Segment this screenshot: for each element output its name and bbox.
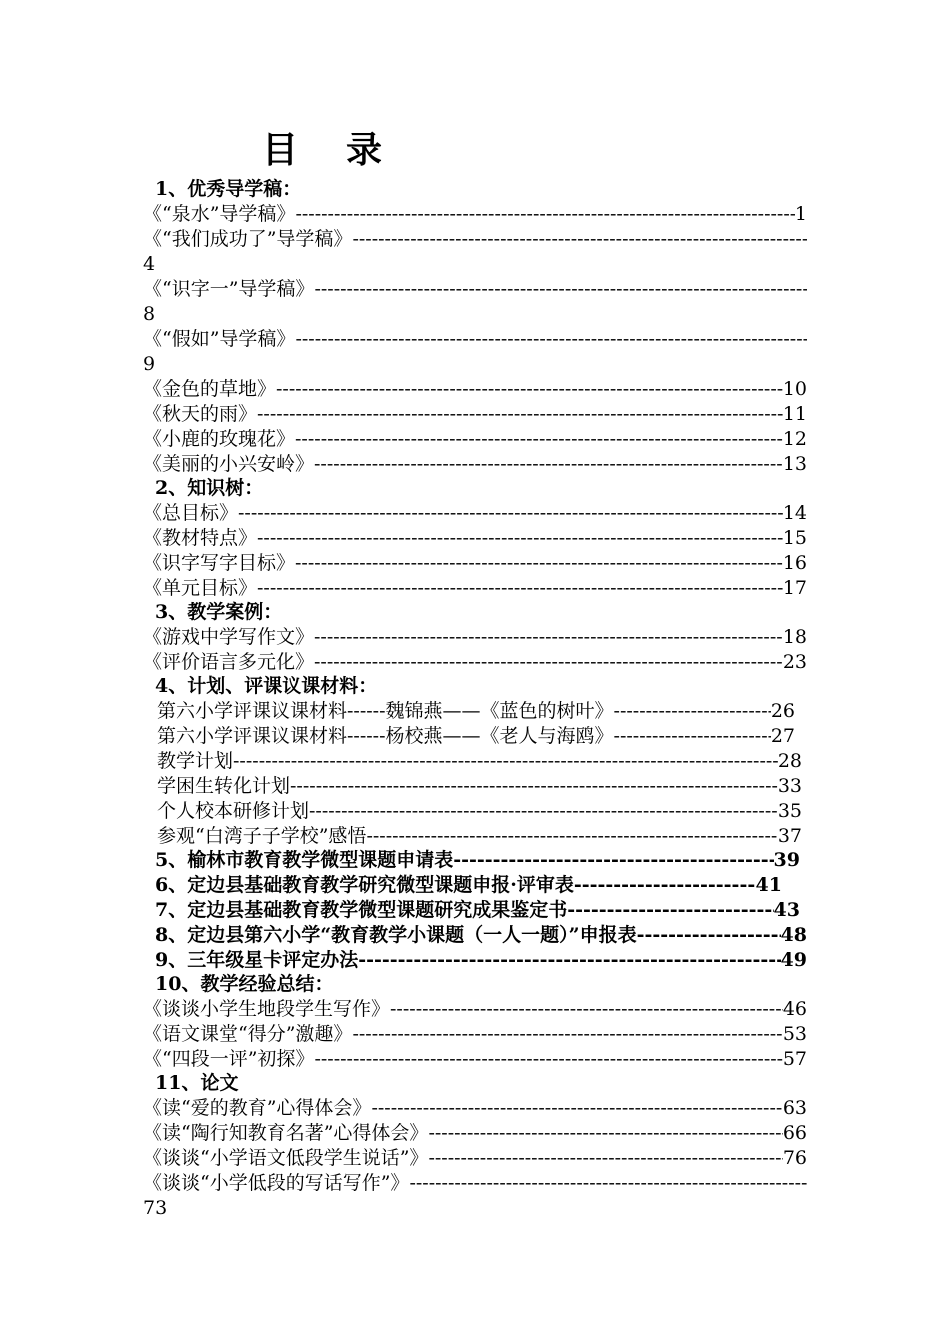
title-char-1: 目 [262, 129, 299, 171]
toc-entry: 《秋天的雨》 ----- 11 [143, 402, 807, 427]
toc-entry: 《“我们成功了”导学稿》 ----- [143, 227, 807, 252]
toc-entry: 个人校本研修计划 ----- 35 [157, 799, 802, 824]
toc-entry: 《读“陶行知教育名著”心得体会》 ----- 66 [143, 1121, 807, 1146]
toc-heading: 2、知识树： [155, 477, 264, 499]
toc-heading-entry: 8、定边县第六小学“教育教学小课题（一人一题）”申报表 ----- 48 [155, 923, 807, 948]
toc-entry: 参观“白湾子子学校”感悟 ----- 37 [157, 824, 802, 849]
toc-heading-entry: 7、定边县基础教育教学微型课题研究成果鉴定书 ----- 43 [155, 898, 800, 923]
page-title [262, 130, 382, 170]
toc-entry: 《金色的草地》 ----- 10 [143, 377, 807, 402]
toc-entry: 《谈谈“小学低段的写话写作”》 ----- [143, 1171, 807, 1196]
toc-heading: 3、教学案例： [155, 601, 283, 623]
toc-entry: 《小鹿的玫瑰花》 ----- 12 [143, 427, 807, 452]
toc-entry-page: 9 [143, 353, 156, 375]
toc-entry: 《“识字一”导学稿》 ----- [143, 277, 807, 302]
toc-entry-page: 8 [143, 303, 156, 325]
toc-entry: 《“四段一评”初探》 ----- 57 [143, 1047, 807, 1072]
title-char-2: 录 [346, 129, 383, 171]
toc-entry: 教学计划 ----- 28 [157, 749, 802, 774]
toc-entry-page: 4 [143, 253, 156, 275]
toc-entry: 《游戏中学写作文》 ----- 18 [143, 625, 807, 650]
toc-entry: 《“假如”导学稿》 ----- [143, 327, 807, 352]
toc-entry: 《识字写字目标》 ----- 16 [143, 551, 807, 576]
toc-entry: 《读“爱的教育”心得体会》 ----- 63 [143, 1096, 807, 1121]
toc-entry: 《单元目标》 ----- 17 [143, 576, 807, 601]
toc-heading-entry: 6、定边县基础教育教学研究微型课题申报·评审表 ----- 41 [155, 873, 782, 898]
toc-entry: 《评价语言多元化》 ----- 23 [143, 650, 807, 675]
toc-heading: 4、计划、评课议课材料： [155, 675, 378, 697]
toc-entry: 《谈谈小学生地段学生写作》 ----- 46 [143, 997, 807, 1022]
toc-entry: 《总目标》 ----- 14 [143, 501, 807, 526]
toc-heading-entry: 5、榆林市教育教学微型课题申请表 ----- 39 [155, 848, 800, 873]
toc-entry: 第六小学评课议课材料------杨校燕——《老人与海鸥》 ----- 27 [157, 724, 795, 749]
toc-heading: 11、论文 [155, 1072, 239, 1094]
toc-heading-entry: 9、三年级星卡评定办法 ----- 49 [155, 948, 807, 973]
toc-heading: 10、教学经验总结： [155, 973, 334, 995]
toc-entry: 学困生转化计划 ----- 33 [157, 774, 802, 799]
toc-entry: 第六小学评课议课材料------魏锦燕——《蓝色的树叶》 ----- 26 [157, 699, 795, 724]
toc-entry: 《谈谈“小学语文低段学生说话”》 ----- 76 [143, 1146, 807, 1171]
toc-entry: 《美丽的小兴安岭》 ----- 13 [143, 452, 807, 477]
toc-entry: 《教材特点》 ----- 15 [143, 526, 807, 551]
toc-entry-page: 73 [143, 1197, 168, 1219]
toc-entry: 《“泉水”导学稿》 ----- 1 [143, 202, 807, 227]
toc-heading: 1、优秀导学稿： [155, 178, 302, 200]
toc-entry: 《语文课堂“得分”激趣》 ----- 53 [143, 1022, 807, 1047]
